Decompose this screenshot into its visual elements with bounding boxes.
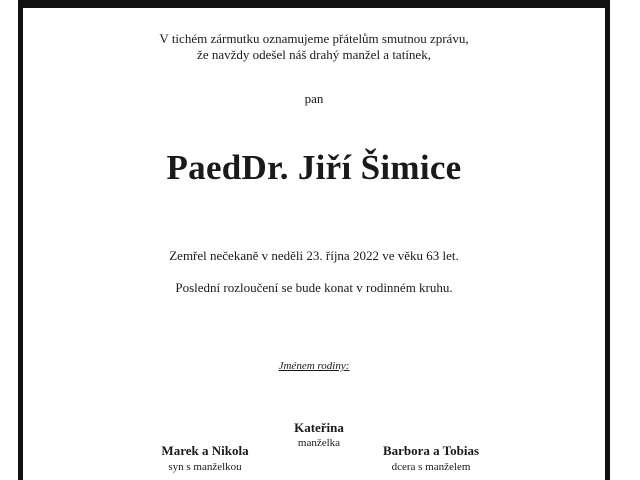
mourner-role: syn s manželkou — [168, 461, 242, 473]
mourner-name: Barbora a Tobias — [382, 443, 480, 458]
mourning-border-top — [18, 0, 610, 8]
mourning-border-left — [18, 0, 23, 480]
mourner-role: dcera s manželem — [391, 461, 471, 473]
deceased-name: PaedDr. Jiří Šimice — [166, 148, 462, 187]
mourning-border-right — [605, 0, 610, 480]
announcement-line-2: že navždy odešel náš drahý manžel a tatínek, — [197, 47, 431, 62]
death-notice: Zemřel nečekaně v neděli 23. října 2022 ve věku 63 let. — [169, 248, 459, 263]
farewell-notice: Poslední rozloučení se bude konat v rodinném kruhu. — [175, 280, 453, 295]
salutation: pan — [304, 91, 324, 106]
mourner-name: Kateřina — [294, 420, 344, 435]
mourner-role: manželka — [297, 437, 341, 449]
family-heading: Jménem rodiny: — [278, 360, 350, 372]
mourner-name: Marek a Nikola — [161, 443, 249, 458]
announcement-line-1: V tichém zármutku oznamujeme přátelům smutnou zprávu, — [159, 31, 469, 46]
